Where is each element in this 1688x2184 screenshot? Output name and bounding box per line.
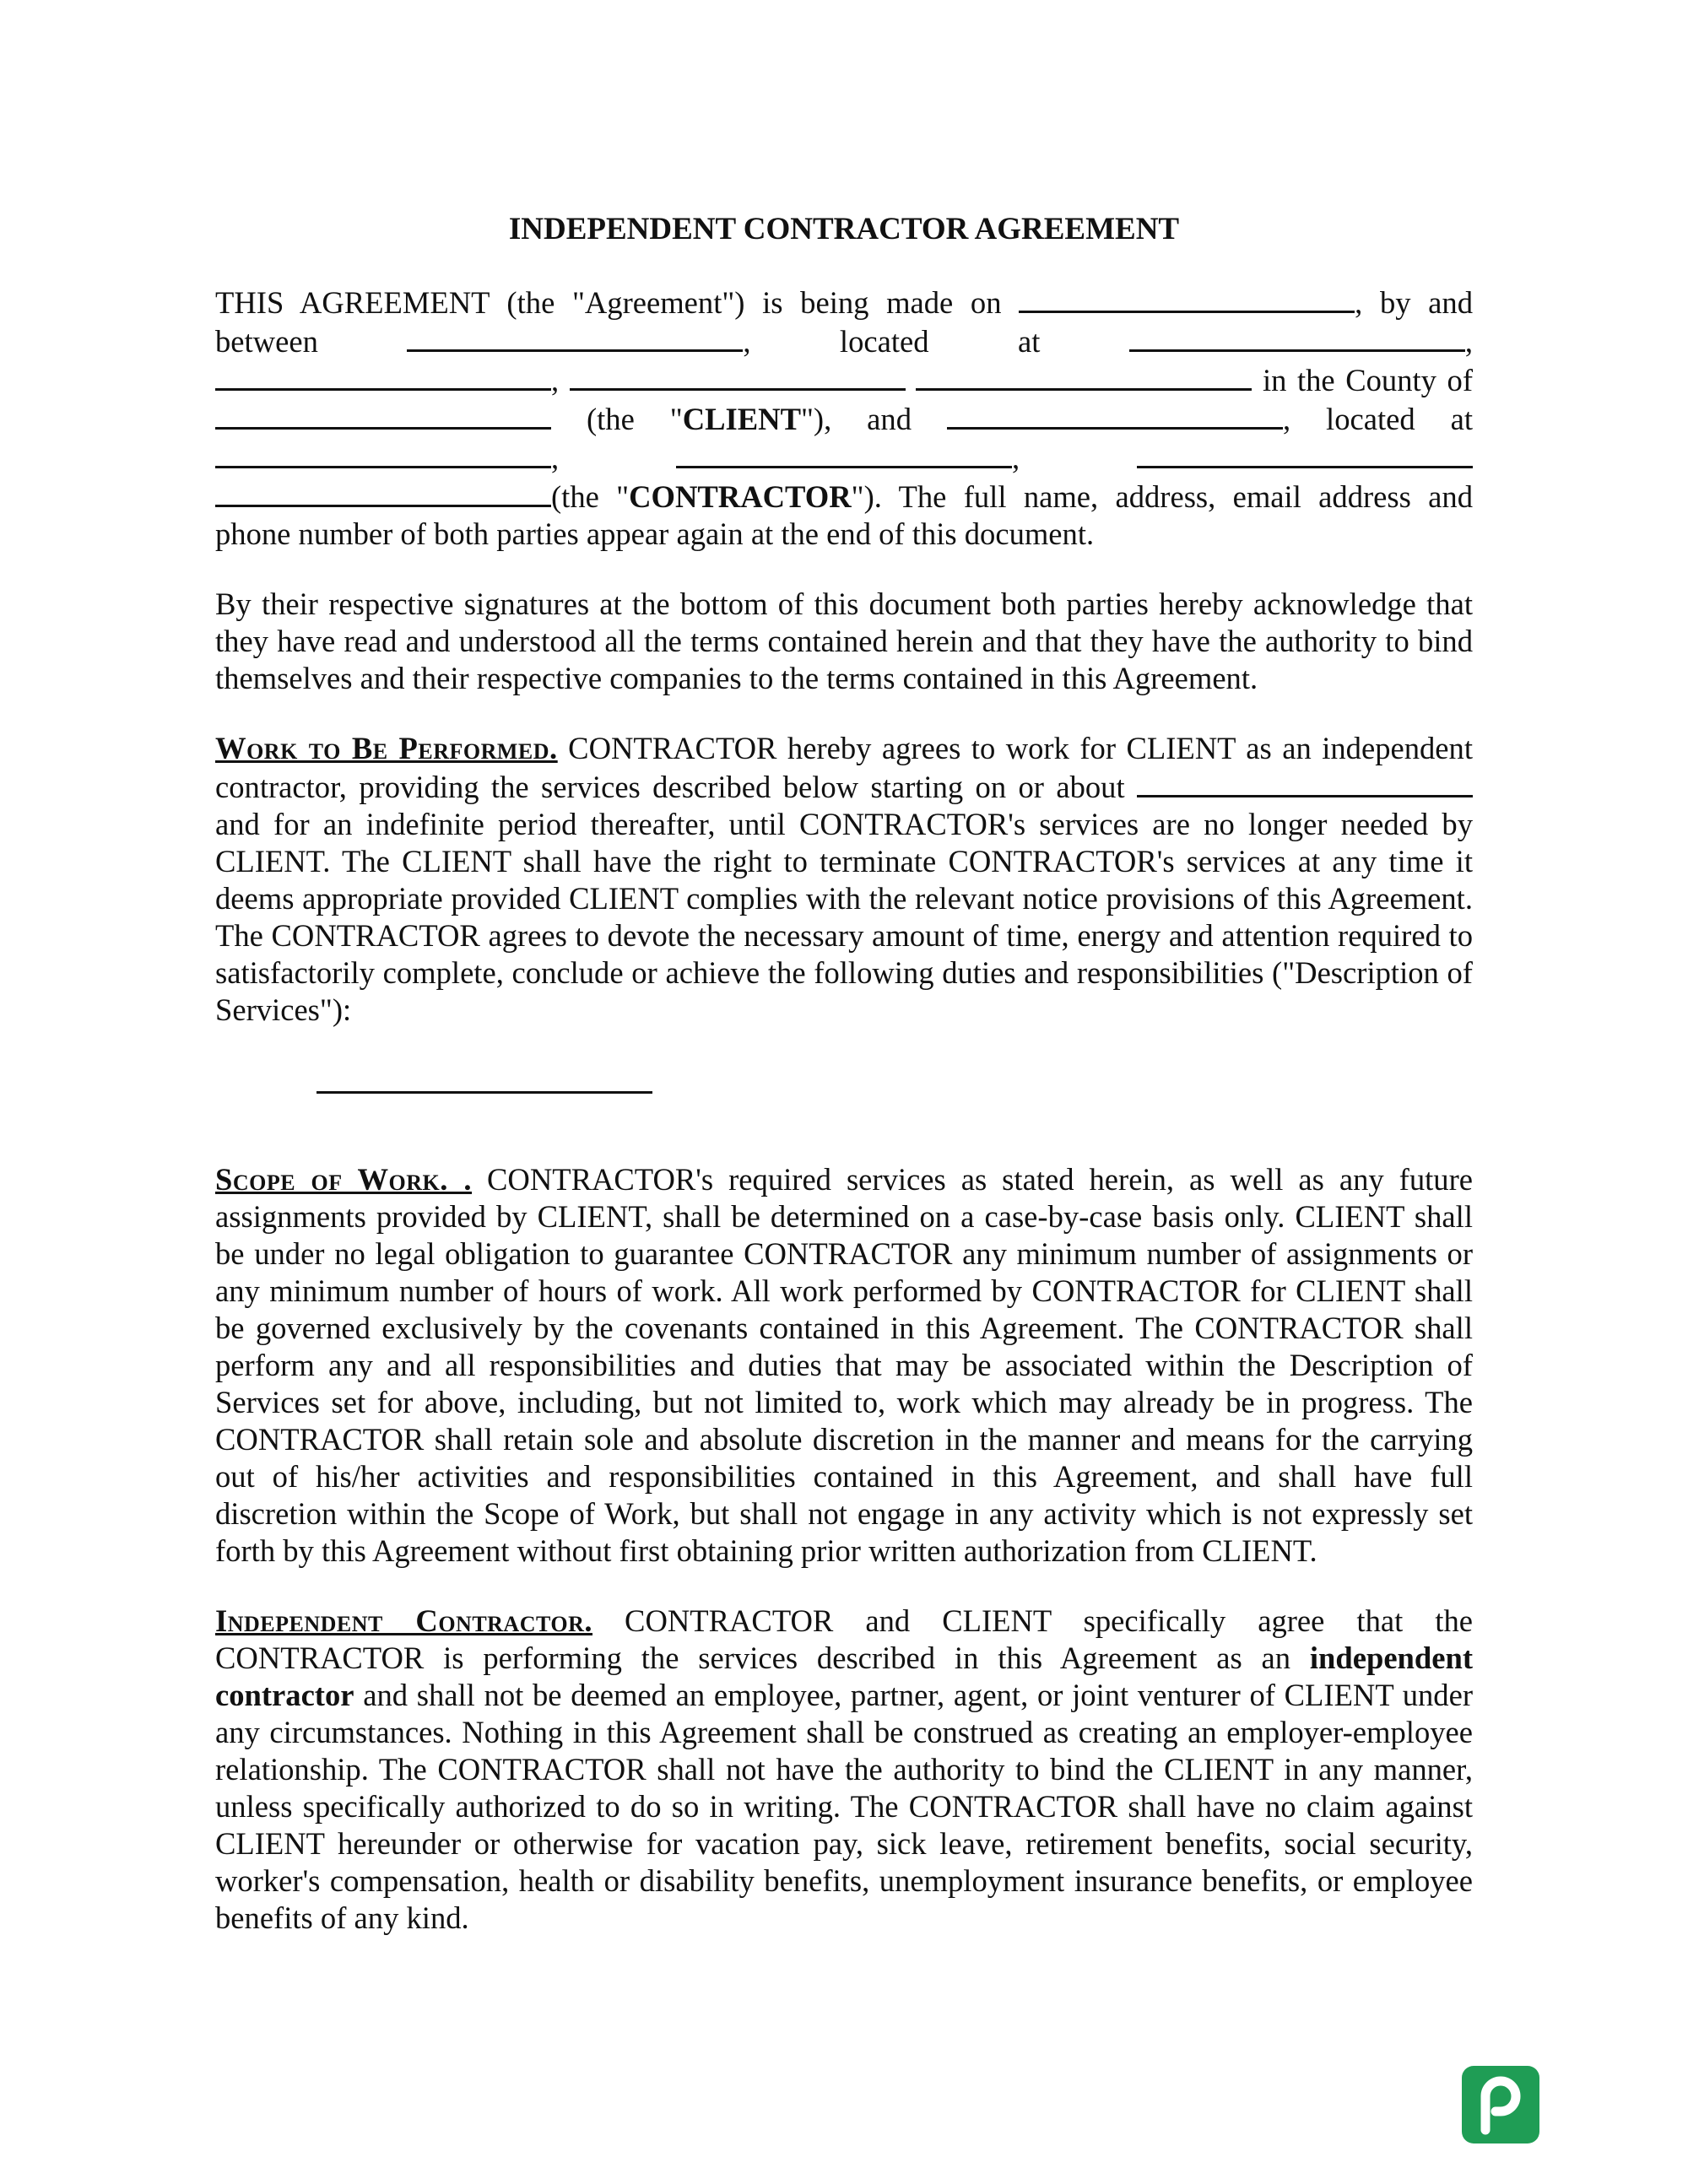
document-title: INDEPENDENT CONTRACTOR AGREEMENT [508, 212, 1180, 246]
intro-text: , located at [743, 324, 1041, 359]
document-body [215, 283, 1473, 1970]
intro-text: (the " [551, 479, 630, 514]
client-label: CLIENT [682, 402, 801, 436]
p-logo-icon [1462, 2066, 1539, 2143]
scope-text: CONTRACTOR's required services as stated herein, as well as any future assignments provided by CLIENT, shall be determined on a case-by-case basis only. CLIENT shall be under no legal obligation to guarantee CONTRACTOR any minimum number of assignments or any minimum number of hours of work. All work performed by CONTRACTOR for CLIENT shall be governed exclusively by the covenants contained in this Agreement. The CONTRACTOR shall perform any and all responsibilities and duties that may be associated within the Description of Services set for above, including, but not limited to, work which may already be in progress. The CONTRACTOR shall retain sole and absolute discretion in the manner and means for the carrying out of his/her activities and responsibilities contained in this Agreement, and shall have full discretion within the Scope of Work, but shall not engage in any activity which is not expressly set forth by this Agreement without first obtaining prior written authorization from CLIENT. [215, 1162, 1473, 1568]
intro-text: , located at [1282, 402, 1473, 436]
date-blank[interactable] [1019, 283, 1355, 313]
acknowledge-paragraph: By their respective signatures at the bottom of this document both parties hereby acknowledge that they have read and understood all the terms contained herein and that they have the authority to bind themselves and their respective companies to the terms contained in this Agreement. [215, 587, 1473, 695]
work-paragraph [215, 730, 1473, 1029]
independent-heading: Independent Contractor. [215, 1603, 593, 1638]
contractor-city-blank[interactable] [676, 438, 1012, 468]
client-zip-blank[interactable] [916, 360, 1252, 391]
client-state-blank[interactable] [570, 360, 906, 391]
intro-paragraph [215, 283, 1473, 553]
contractor-name-blank[interactable] [947, 399, 1283, 430]
intro-text: , by and between [215, 285, 1473, 359]
intro-text: THIS AGREEMENT (the "Agreement") is being made on [215, 285, 1002, 320]
independent-bold: independent contractor [215, 1641, 1473, 1712]
description-of-services-blank[interactable] [316, 1063, 652, 1094]
intro-text: "), and [800, 402, 912, 436]
contractor-label: CONTRACTOR [629, 479, 852, 514]
intro-text: , [551, 363, 560, 397]
scope-heading: Scope of Work. . [215, 1162, 473, 1197]
work-text: CONTRACTOR hereby agrees to work for CLIENT as an independent contractor, providing the services described below starting on or about [215, 731, 1473, 804]
intro-text: in the County of [1262, 363, 1474, 397]
client-city-blank[interactable] [215, 360, 551, 391]
work-heading: Work to Be Performed. [215, 731, 558, 765]
scope-paragraph [215, 1161, 1473, 1570]
client-name-blank[interactable] [407, 322, 743, 352]
client-county-blank[interactable] [215, 399, 551, 430]
independent-text: CONTRACTOR and CLIENT specifically agree that the CONTRACTOR is performing the services described in this Agreement as an [215, 1603, 1473, 1675]
work-text: and for an indefinite period thereafter, until CONTRACTOR's services are no longer needed by CLIENT. The CLIENT shall have the right to terminate CONTRACTOR's services at any time it deems appropriate provided CLIENT complies with the relevant notice provisions of this Agreement. The CONTRACTOR agrees to devote the necessary amount of time, energy and attention required to satisfactorily complete, conclude or achieve the following duties and responsibilities ("Description of Services"): [215, 807, 1473, 1027]
contractor-state-blank[interactable] [1137, 438, 1473, 468]
intro-text: , [1012, 441, 1020, 475]
contractor-address-blank[interactable] [215, 438, 551, 468]
intro-text: , [551, 441, 560, 475]
intro-text: (the " [586, 402, 683, 436]
contractor-zip-blank[interactable] [215, 477, 551, 507]
p-logo-glyph [1462, 2066, 1539, 2143]
client-address-blank[interactable] [1129, 322, 1465, 352]
intro-text: , [1464, 324, 1473, 359]
intro-text: "). The full name, address, email address and phone number of both parties appear again at the end of this document. [215, 479, 1473, 551]
start-date-blank[interactable] [1137, 767, 1473, 797]
independent-text: and shall not be deemed an employee, partner, agent, or joint venturer of CLIENT under any circumstances. Nothing in this Agreement shall be construed as creating an employer-employee relationship. The CONTRACTOR shall not have the authority to bind the CLIENT in any manner, unless specifically authorized to do so in writing. The CONTRACTOR shall have no claim against CLIENT hereunder or otherwise for vacation pay, sick leave, retirement benefits, social security, worker's compensation, health or disability benefits, unemployment insurance benefits, or employee benefits of any kind. [215, 1678, 1473, 1935]
independent-paragraph [215, 1603, 1473, 1937]
spacer [215, 1094, 1473, 1161]
